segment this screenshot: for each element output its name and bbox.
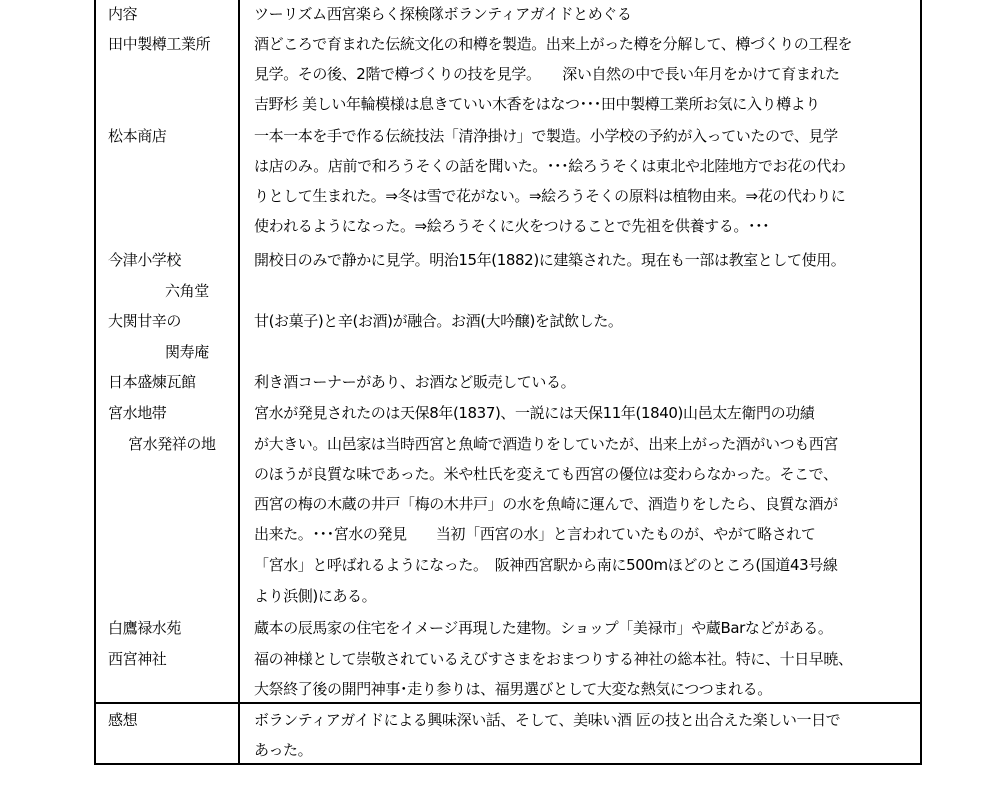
text-miyamizu-line-4: 西宮の梅の木蔵の井戸「梅の木井戸」の水を魚崎に運んで、酒造りをしたら、良質な酒が bbox=[254, 495, 838, 513]
text-tanaka-line-2: 見学。その後、2階で樽づくりの技を見学。 深い自然の中で長い年月をかけて育まれた bbox=[254, 65, 840, 83]
text-matsumoto-line-3: りとして生まれた。⇒冬は雪で花がない。⇒絵ろうそくの原料は植物由来。⇒花の代わりに bbox=[254, 187, 846, 205]
text-naiyou-line-1: ツーリズム西宮楽らく探検隊ボランティアガイドとめぐる bbox=[254, 5, 632, 23]
text-kansou-line-1: ボランティアガイドによる興味深い話、そして、美味い酒 匠の技と出合えた楽しい一日で bbox=[254, 711, 841, 729]
label-matsumoto: 松本商店 bbox=[108, 127, 167, 145]
table-left-border bbox=[94, 0, 96, 765]
text-matsumoto-line-2: は店のみ。店前で和ろうそくの話を聞いた。･･･絵ろうそくは東北や北陸地方でお花の代わ bbox=[254, 157, 846, 175]
text-nishinomiya-jinja-line-2: 大祭終了後の開門神事･走り参りは、福男選びとして大変な熱気につつまれる。 bbox=[254, 680, 772, 698]
label-hakutaka: 白鷹禄水苑 bbox=[108, 619, 182, 637]
label-ozeki-sub: 関寿庵 bbox=[165, 343, 209, 361]
label-tanaka: 田中製樽工業所 bbox=[108, 35, 211, 53]
label-kansou: 感想 bbox=[108, 711, 138, 729]
text-hakutaka-line-1: 蔵本の辰馬家の住宅をイメージ再現した建物。ショップ「美禄市」や蔵Barなどがある。 bbox=[254, 619, 833, 637]
label-imazu-sub: 六角堂 bbox=[165, 282, 209, 300]
text-kansou-line-2: あった。 bbox=[254, 741, 313, 759]
text-tanaka-line-3: 吉野杉 美しい年輪模様は息きていい木香をはなつ･･･田中製樽工業所お気に入り樽より bbox=[254, 95, 820, 113]
text-matsumoto-line-4: 使われるようになった。⇒絵ろうそくに火をつけることで先祖を供養する。･･･ bbox=[254, 217, 770, 235]
text-imazu-line-1: 開校日のみで静かに見学。明治15年(1882)に建築された。現在も一部は教室として使用。 bbox=[254, 251, 846, 269]
text-nishinomiya-jinja-line-1: 福の神様として崇敬されているえびすさまをおまつりする神社の総本社。特に、十日早暁、 bbox=[254, 650, 853, 668]
label-nihonsakari: 日本盛煉瓦館 bbox=[108, 373, 196, 391]
text-ozeki-line-1: 甘(お菓子)と辛(お酒)が融合。お酒(大吟醸)を試飲した。 bbox=[254, 312, 623, 330]
text-miyamizu-line-2: が大きい。山邑家は当時西宮と魚崎で酒造りをしていたが、出来上がった酒がいつも西宮 bbox=[254, 435, 839, 453]
table-right-border bbox=[920, 0, 922, 765]
label-nishinomiya-jinja: 西宮神社 bbox=[108, 650, 167, 668]
label-miyamizu: 宮水地帯 bbox=[108, 404, 167, 422]
text-matsumoto-line-1: 一本一本を手で作る伝統技法「清浄掛け」で製造。小学校の予約が入っていたので、見学 bbox=[254, 127, 838, 145]
text-miyamizu-line-3: のほうが良質な味であった。米や杜氏を変えても西宮の優位は変わらなかった。そこで、 bbox=[254, 465, 838, 483]
text-nihonsakari-line-1: 利き酒コーナーがあり、お酒など販売している。 bbox=[254, 373, 576, 391]
text-miyamizu-line-6: 「宮水」と呼ばれるようになった。 阪神西宮駅から南に500mほどのところ(国道43号線 bbox=[254, 556, 838, 574]
label-ozeki: 大関甘辛の bbox=[108, 312, 182, 330]
label-miyamizu-sub: 宮水発祥の地 bbox=[128, 435, 216, 453]
text-tanaka-line-1: 酒どころで育まれた伝統文化の和樽を製造。出来上がった樽を分解して、樽づくりの工程を bbox=[254, 35, 853, 53]
text-miyamizu-line-1: 宮水が発見されたのは天保8年(1837)、一説には天保11年(1840)山邑太左衛門の功績 bbox=[254, 404, 815, 422]
row-divider bbox=[94, 702, 922, 704]
text-miyamizu-line-7: より浜側)にある。 bbox=[254, 587, 377, 605]
column-divider bbox=[238, 0, 240, 765]
table-bottom-border bbox=[94, 763, 922, 765]
label-naiyou: 内容 bbox=[108, 5, 138, 23]
text-miyamizu-line-5: 出来た。･･･宮水の発見 当初「西宮の水」と言われていたものが、やがて略されて bbox=[254, 525, 816, 543]
label-imazu: 今津小学校 bbox=[108, 251, 182, 269]
